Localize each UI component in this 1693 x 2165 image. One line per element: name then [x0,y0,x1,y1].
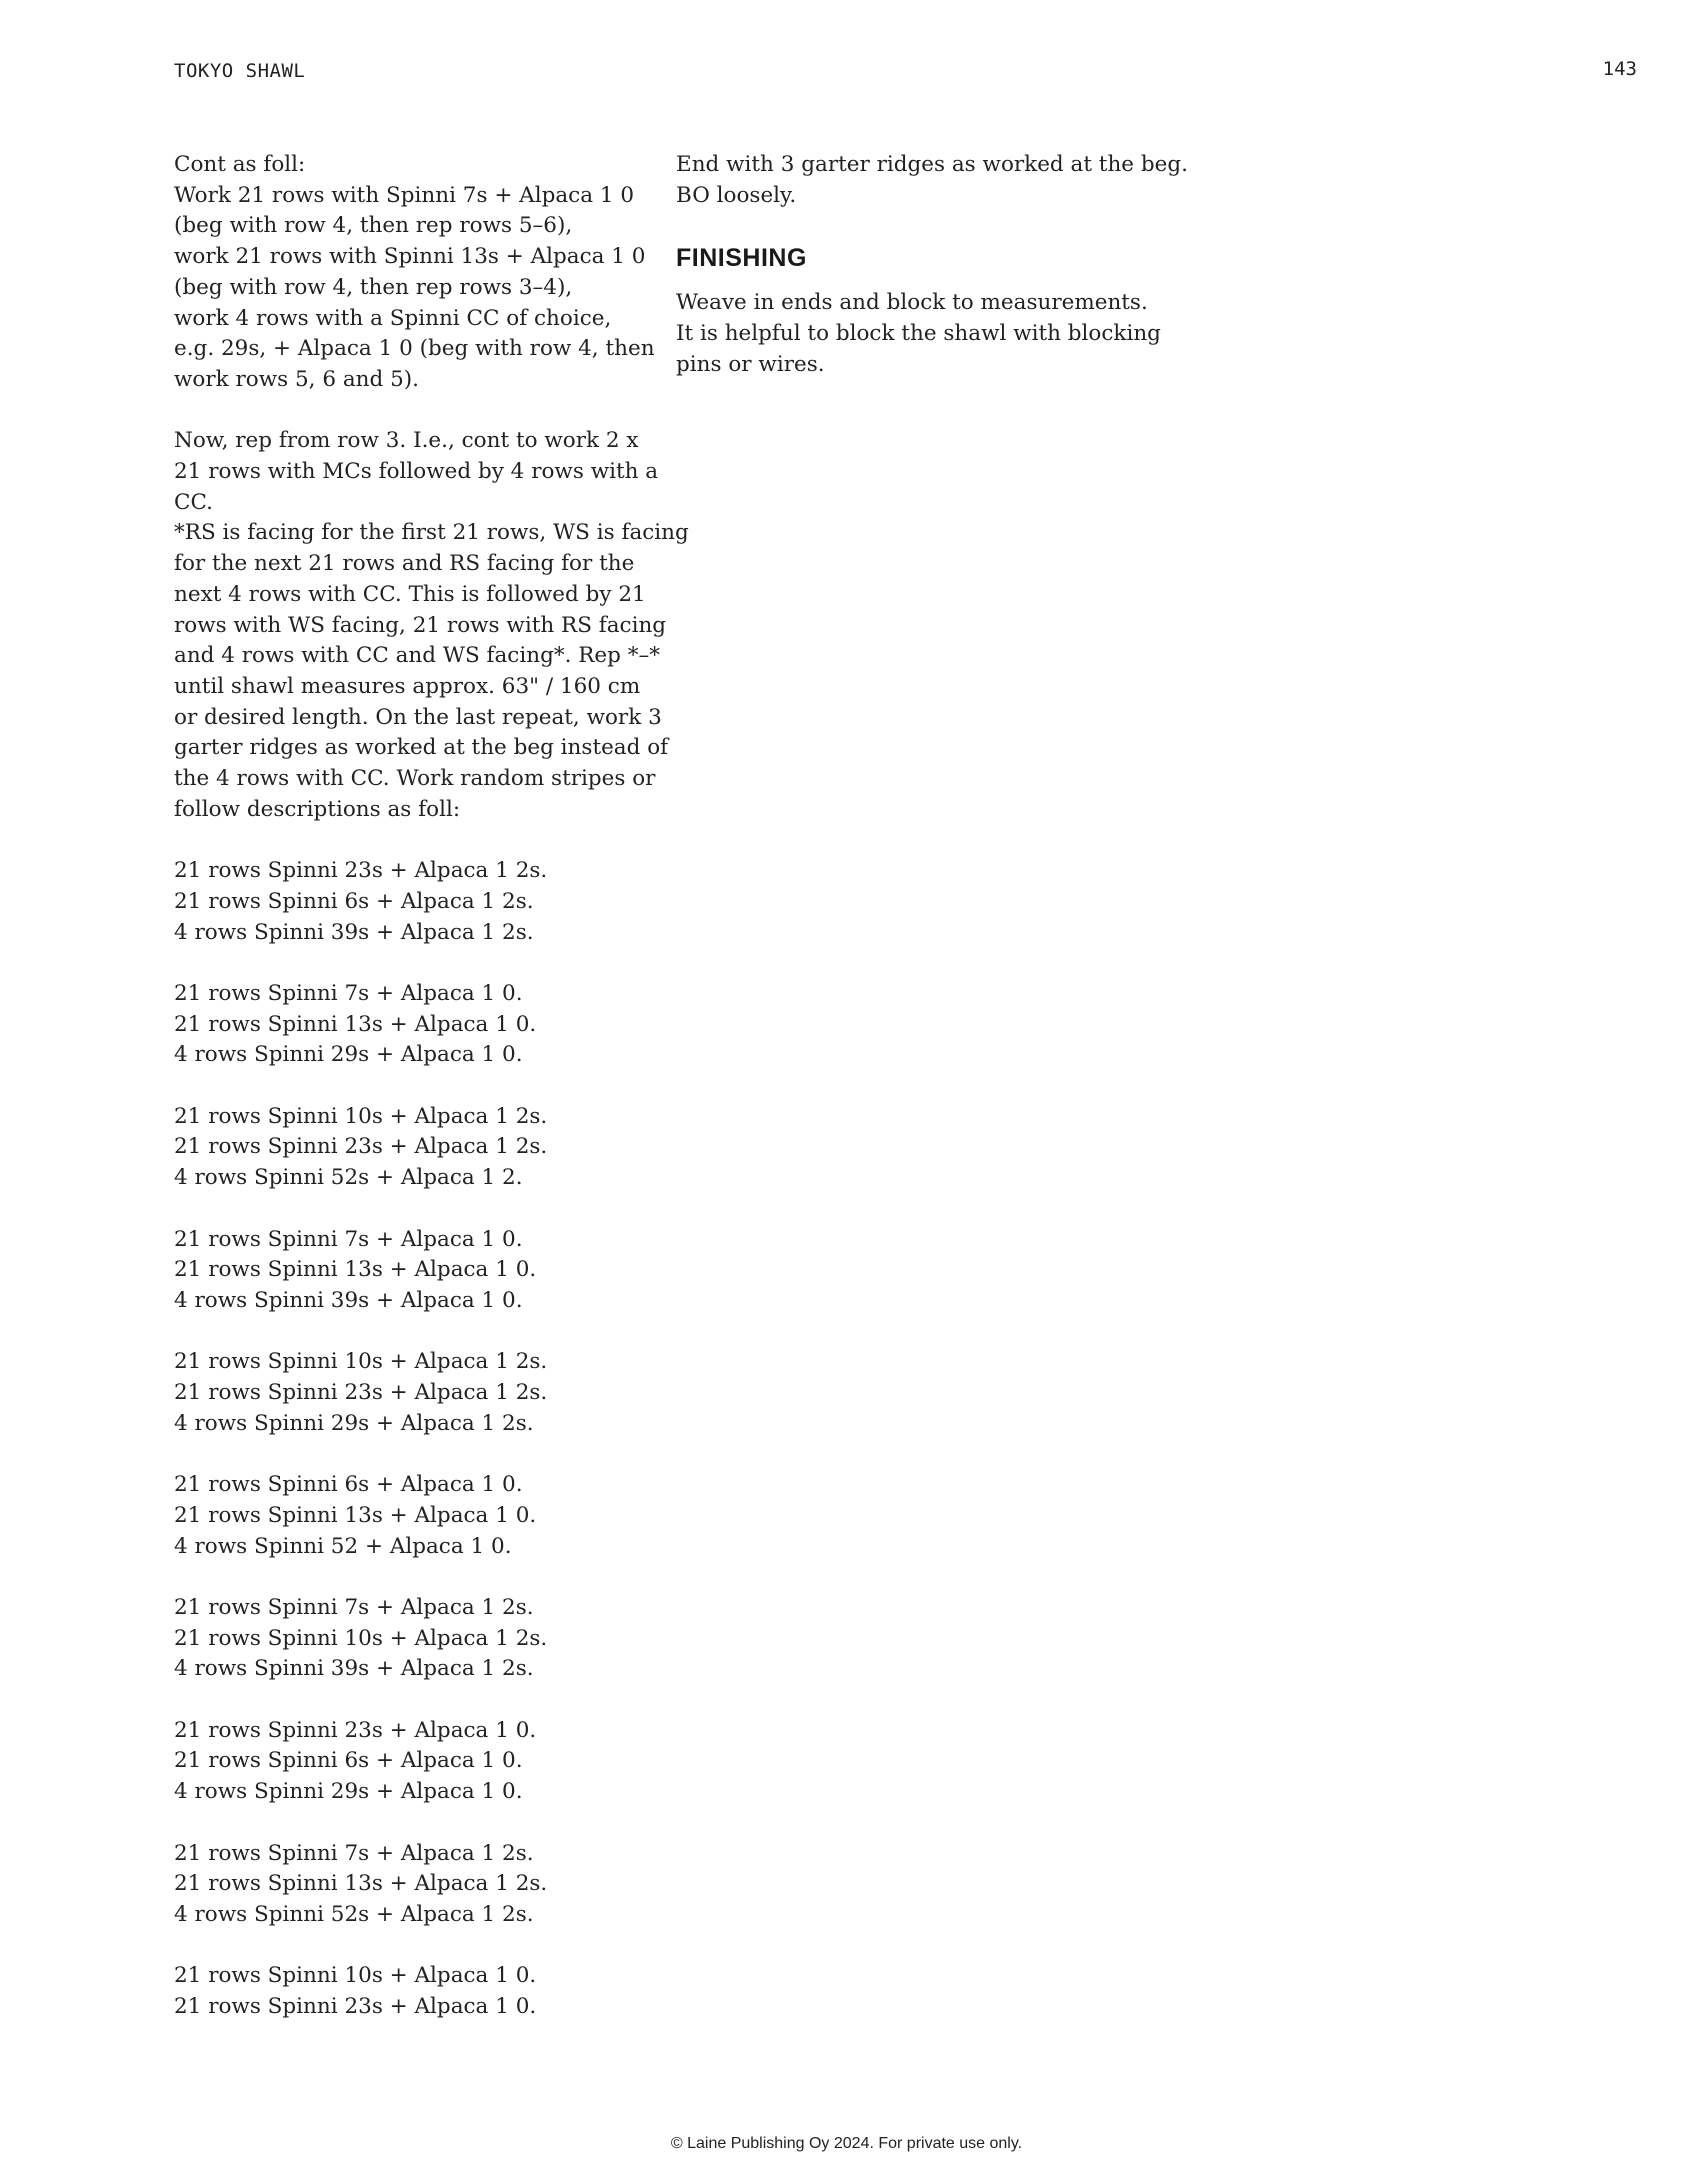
stripe-line: 4 rows Spinni 52 + Alpaca 1 0. [174,1533,512,1559]
text-line: Cont as foll: [174,152,306,177]
stripe-group [174,1347,644,1439]
stripe-line: 21 rows Spinni 7s + Alpaca 1 2s. [174,1594,534,1620]
text-line: It is helpful to block the shawl with blocking [676,321,1161,347]
stripe-line: 21 rows Spinni 10s + Alpaca 1 2s. [174,1625,548,1651]
stripe-line: 21 rows Spinni 6s + Alpaca 1 0. [174,1748,523,1774]
stripe-line: 21 rows Spinni 10s + Alpaca 1 2s. [174,1349,548,1375]
intro-paragraph [174,150,655,396]
text-line: follow descriptions as foll: [174,796,461,822]
stripe-group [174,1102,644,1194]
stripe-group [174,1593,644,1685]
text-line: pins or wires. [676,351,825,377]
stripe-line: 4 rows Spinni 52s + Alpaca 1 2s. [174,1901,534,1927]
text-line: Weave in ends and block to measurements. [676,290,1148,316]
stripe-line: 4 rows Spinni 39s + Alpaca 1 2s. [174,919,534,945]
text-line: BO loosely. [676,182,797,208]
text-line: e.g. 29s, + Alpaca 1 0 (beg with row 4, then [174,336,655,362]
text-line: garter ridges as worked at the beg instead of [174,735,669,761]
stripe-group [174,979,644,1071]
stripe-line: 21 rows Spinni 13s + Alpaca 1 2s. [174,1871,548,1897]
stripe-group [174,1839,644,1931]
stripe-group [174,1961,644,2022]
text-line: CC. [174,489,213,515]
ending-paragraph [676,150,1188,211]
stripe-line: 21 rows Spinni 6s + Alpaca 1 0. [174,1472,523,1498]
text-line: End with 3 garter ridges as worked at the beg. [676,152,1188,177]
stripe-line: 4 rows Spinni 39s + Alpaca 1 0. [174,1287,523,1313]
text-line: 21 rows with MCs followed by 4 rows with a [174,459,659,485]
stripe-line: 21 rows Spinni 23s + Alpaca 1 2s. [174,1380,548,1406]
running-title: TOKYO SHAWL [174,60,306,82]
stripe-line: 21 rows Spinni 7s + Alpaca 1 0. [174,980,523,1006]
finishing-heading: FINISHING [676,244,807,273]
stripe-line: 4 rows Spinni 52s + Alpaca 1 2. [174,1165,523,1191]
stripe-line: 4 rows Spinni 29s + Alpaca 1 0. [174,1042,523,1068]
finishing-paragraph [676,288,1161,380]
text-line: until shawl measures approx. 63" / 160 cm [174,673,641,699]
text-line: (beg with row 4, then rep rows 5–6), [174,213,573,239]
text-line: rows with WS facing, 21 rows with RS facing [174,612,667,638]
stripe-line: 21 rows Spinni 10s + Alpaca 1 2s. [174,1103,548,1129]
stripe-line: 21 rows Spinni 6s + Alpaca 1 2s. [174,888,534,914]
text-line: work 21 rows with Spinni 13s + Alpaca 1 0 [174,244,646,270]
page-number: 143 [1602,58,1637,80]
stripe-line: 21 rows Spinni 23s + Alpaca 1 0. [174,1717,537,1743]
repeat-paragraph [174,426,689,825]
left-column [174,150,689,2023]
text-line: or desired length. On the last repeat, work 3 [174,704,662,730]
stripe-line: 4 rows Spinni 29s + Alpaca 1 2s. [174,1410,534,1436]
stripe-line: 21 rows Spinni 23s + Alpaca 1 0. [174,1994,537,2020]
stripe-line: 21 rows Spinni 23s + Alpaca 1 2s. [174,858,548,884]
stripe-line: 21 rows Spinni 13s + Alpaca 1 0. [174,1257,537,1283]
text-line: and 4 rows with CC and WS facing*. Rep *–* [174,643,661,669]
stripe-line: 21 rows Spinni 23s + Alpaca 1 2s. [174,1134,548,1160]
stripe-group [174,856,644,948]
text-line: Work 21 rows with Spinni 7s + Alpaca 1 0 [174,182,635,208]
stripe-line: 4 rows Spinni 29s + Alpaca 1 0. [174,1779,523,1805]
stripe-group [174,1225,644,1317]
text-line: next 4 rows with CC. This is followed by 21 [174,581,646,607]
copyright-footer: © Laine Publishing Oy 2024. For private use only. [670,2135,1023,2152]
text-line: the 4 rows with CC. Work random stripes or [174,766,656,792]
text-line: work rows 5, 6 and 5). [174,366,420,392]
text-line: *RS is facing for the first 21 rows, WS is facing [174,520,689,546]
stripe-line: 21 rows Spinni 13s + Alpaca 1 0. [174,1502,537,1528]
text-line: Now, rep from row 3. I.e., cont to work 2 x [174,428,639,454]
text-line: (beg with row 4, then rep rows 3–4), [174,274,573,300]
text-line: for the next 21 rows and RS facing for the [174,551,635,577]
text-line: work 4 rows with a Spinni CC of choice, [174,305,612,331]
stripe-group [174,1716,644,1808]
stripe-line: 21 rows Spinni 10s + Alpaca 1 0. [174,1963,537,1989]
right-column [676,150,1188,381]
stripe-line: 4 rows Spinni 39s + Alpaca 1 2s. [174,1656,534,1682]
stripe-line: 21 rows Spinni 13s + Alpaca 1 0. [174,1011,537,1037]
stripe-group [174,1470,644,1562]
stripe-line: 21 rows Spinni 7s + Alpaca 1 2s. [174,1840,534,1866]
stripe-line: 21 rows Spinni 7s + Alpaca 1 0. [174,1226,523,1252]
